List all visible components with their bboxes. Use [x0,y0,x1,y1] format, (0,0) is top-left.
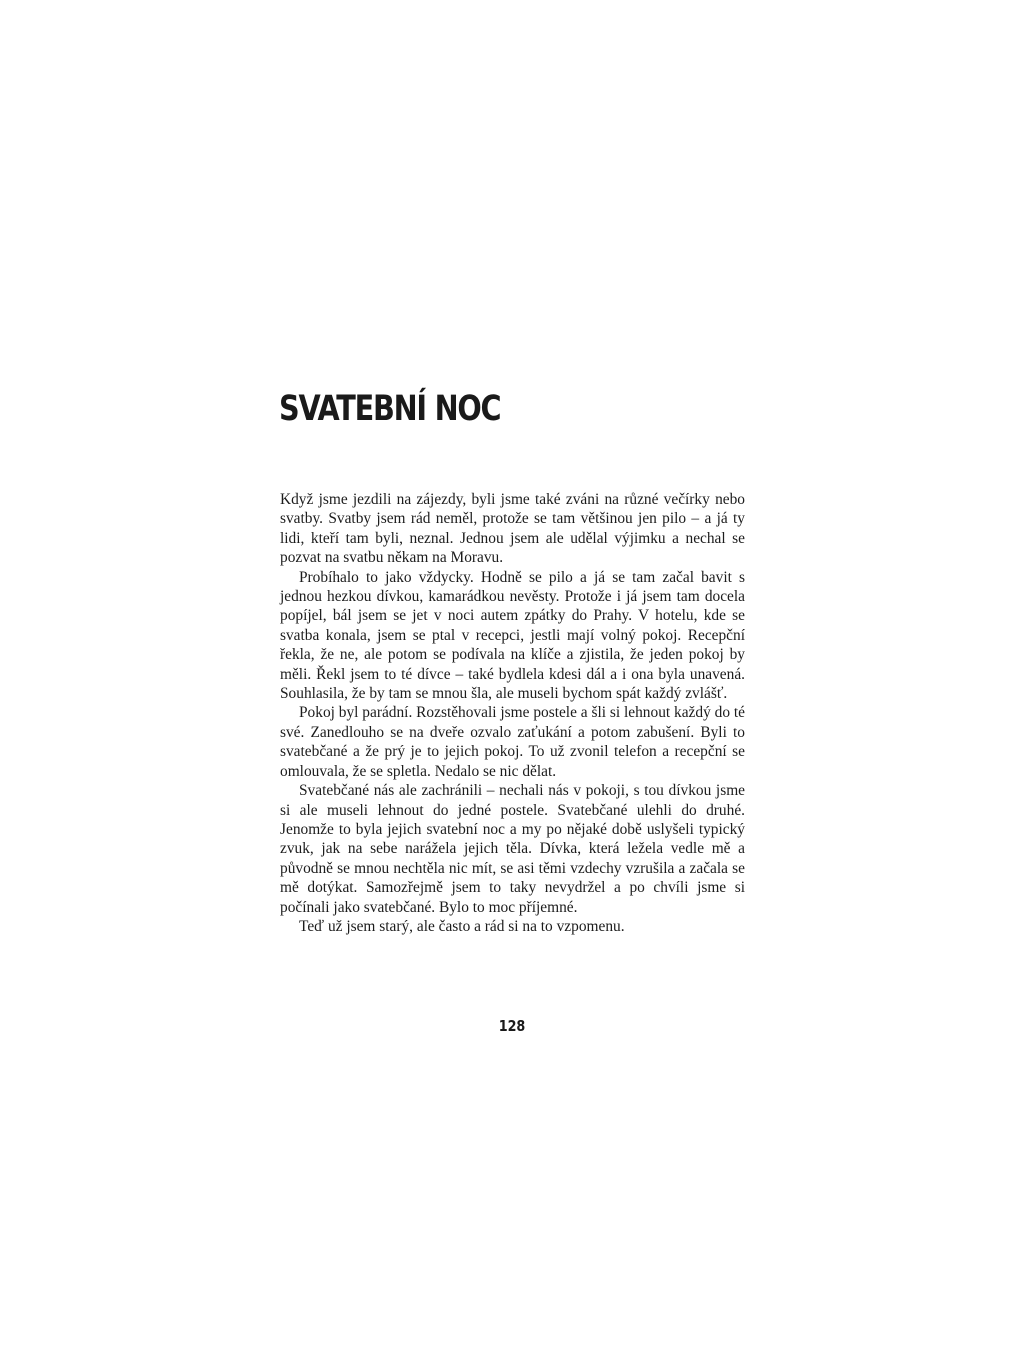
paragraph: Pokoj byl parádní. Rozstěhovali jsme postele a šli si lehnout každý do té své. Zanedlouho se na dveře ozvalo zaťukání a potom zabušení. Byli to svatebčané a že prý je to jejich pokoj. To už zvonil telefon a recepční se omlouvala, že se spletla. Nedalo se nic dělat. [280,704,745,780]
paragraph: Teď už jsem starý, ale často a rád si na to vzpomenu. [299,917,625,935]
chapter-title: SVATEBNÍ NOC [279,389,501,429]
paragraph: Když jsme jezdili na zájezdy, byli jsme také zváni na různé večírky nebo svatby. Svatby jsem rád neměl, protože se tam většinou jen pilo – a já ty lidi, kteří tam byli, neznal. Jednou jsem ale udělal výjimku a nechal se pozvat na svatbu někam na Moravu. [280,491,745,567]
paragraph: Svatebčané nás ale zachránili – nechali nás v pokoji, s tou dívkou jsme si ale museli lehnout do jedné postele. Svatebčané ulehli do druhé. Jenomže to byla jejich svatební noc a my po nějaké době uslyšeli typický zvuk, jak na sebe narážela jejich těla. Dívka, která ležela vedle mě a původně se mnou nechtěla nic mít, se asi těmi vzdechy vzrušila a začala se mě dotýkat. Samozřejmě jsem to taky nevydržel a po chvíli jsme si počínali jako svatebčané. Bylo to moc příjemné. [280,782,745,916]
paragraph: Probíhalo to jako vždycky. Hodně se pilo a já se tam začal bavit s jednou hezkou dívkou, kamarádkou nevěsty. Protože i já jsem tam docela popíjel, bál jsem se jet v noci autem zpátky do Prahy. V hotelu, kde se svatba konala, jsem se ptal v recepci, jestli mají volný pokoj. Recepční řekla, že ne, ale potom se podívala na klíče a zjistila, že jeden pokoj by měli. Řekl jsem to té dívce – také bydlela kdesi dál a i ona byla unavená. Souhlasila, že by tam se mnou šla, ale museli bychom spát každý zvlášť. [280,568,745,703]
page-number: 128 [498,1017,526,1035]
chapter-body [280,490,745,936]
